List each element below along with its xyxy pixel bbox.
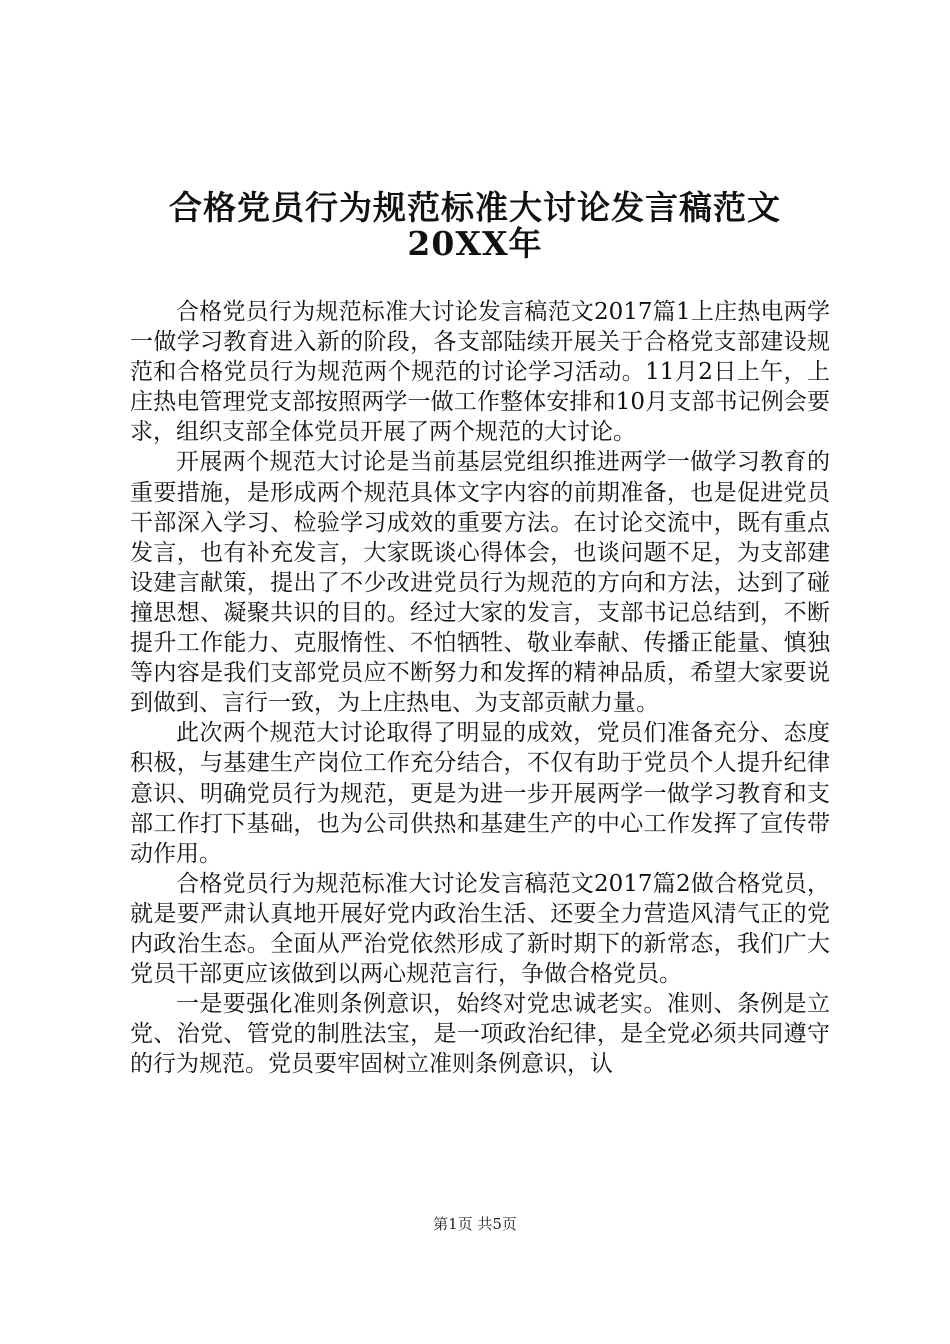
paragraph-5: 一是要强化准则条例意识，始终对党忠诚老实。准则、条例是立党、治党、管党的制胜法宝，是一项政治纪律，是全党必须共同遵守的行为规范。党员要牢固树立准则条例意识，认 <box>130 991 830 1078</box>
paragraph-4: 合格党员行为规范标准大讨论发言稿范文2017篇2做合格党员，就是要严肃认真地开展好党内政治生活、还要全力营造风清气正的党内政治生态。全面从严治党依然形成了新时期下的新常态，我们广大党员干部更应该做到以两心规范言行，争做合格党员。 <box>130 870 830 988</box>
document-title: 合格党员行为规范标准大讨论发言稿范文 <box>169 188 781 227</box>
page-number-footer: 第1页 共5页 <box>433 1215 517 1233</box>
document-title-year: 20XX年 <box>407 224 543 263</box>
paragraph-2: 开展两个规范大讨论是当前基层党组织推进两学一做学习教育的重要措施，是形成两个规范具体文字内容的前期准备，也是促进党员干部深入学习、检验学习成效的重要方法。在讨论交流中，既有重点发言，也有补充发言，大家既谈心得体会，也谈问题不足，为支部建设建言献策，提出了不少改进党员行为规范的方向和方法，达到了碰撞思想、凝聚共识的目的。经过大家的发言，支部书记总结到，不断提升工作能力、克服惰性、不怕牺牲、敬业奉献、传播正能量、慎独等内容是我们支部党员应不断努力和发挥的精神品质，希望大家要说到做到、言行一致，为上庄热电、为支部贡献力量。 <box>130 449 830 717</box>
document-body <box>130 297 830 1079</box>
paragraph-1: 合格党员行为规范标准大讨论发言稿范文2017篇1上庄热电两学一做学习教育进入新的阶段，各支部陆续开展关于合格党支部建设规范和合格党员行为规范两个规范的讨论学习活动。11月2日上午，上庄热电管理党支部按照两学一做工作整体安排和10月支部书记例会要求，组织支部全体党员开展了两个规范的大讨论。 <box>130 299 830 446</box>
paragraph-3: 此次两个规范大讨论取得了明显的成效，党员们准备充分、态度积极，与基建生产岗位工作充分结合，不仅有助于党员个人提升纪律意识、明确党员行为规范，更是为进一步开展两学一做学习教育和支部工作打下基础，也为公司供热和基建生产的中心工作发挥了宣传带动作用。 <box>130 720 830 867</box>
